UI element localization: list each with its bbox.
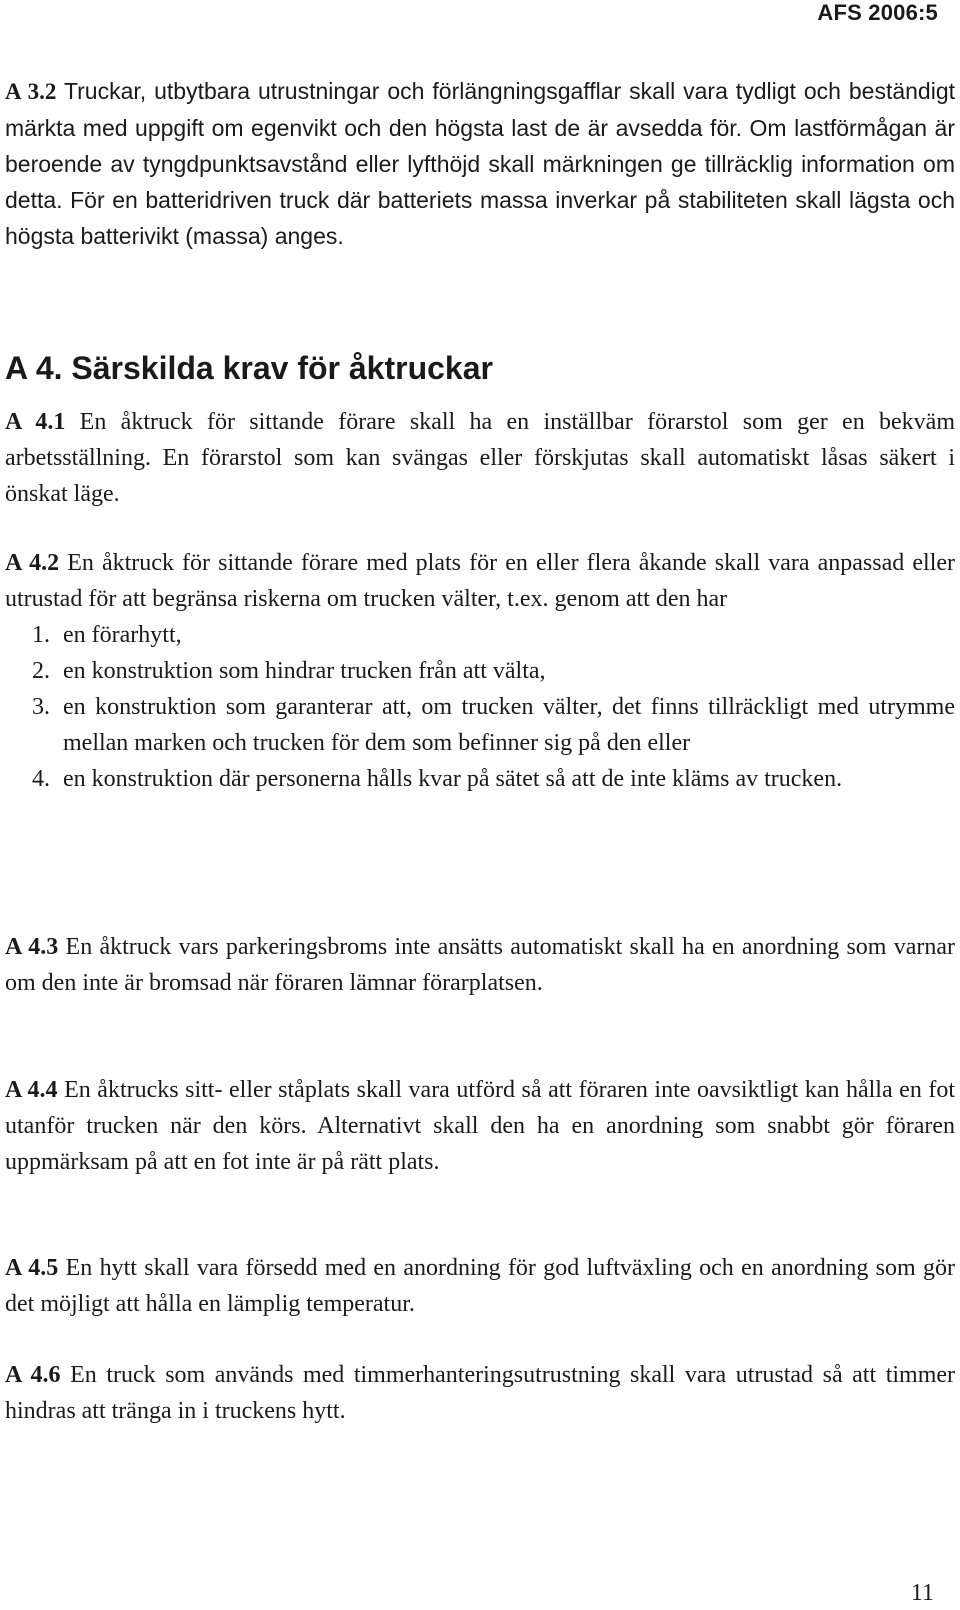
section-text: En åktruck för sittande förare skall ha en inställbar förarstol som ger en bekväm arbetsställning. En förarstol som kan svängas eller förskjutas skall automatiskt låsas säkert i önskat läge.: [5, 409, 955, 507]
section-text: En åktrucks sitt- eller ståplats skall vara utförd så att föraren inte oavsiktligt kan hålla en fot utanför trucken när den körs. Alternativt skall den ha en anordning som snabbt gör föraren uppmärksam på att en fot inte är på rätt plats.: [5, 1077, 956, 1175]
list-text: en förarhytt,: [63, 622, 182, 648]
section-heading: A 4. Särskilda krav för åktruckar: [5, 350, 493, 386]
list-number: 1.: [32, 622, 50, 648]
paragraph-a4-3: [5, 929, 955, 1001]
paragraph-a4-1: [5, 404, 955, 512]
list-text: en konstruktion där personerna hålls kvar på sätet så att de inte kläms av trucken.: [63, 766, 843, 792]
section-text: En åktruck vars parkeringsbroms inte ansätts automatiskt skall ha en anordning som varnar om den inte är bromsad när föraren lämnar förarplatsen.: [5, 934, 955, 996]
paragraph-a4-5: [5, 1250, 955, 1322]
paragraph-a4-2: [5, 545, 955, 797]
section-number: A 4.6: [5, 1362, 61, 1388]
section-text: En åktruck för sittande förare med plats för en eller flera åkande skall vara anpassad eller utrustad för att begränsa riskerna om trucken välter, t.ex. genom att den har: [5, 550, 956, 612]
numbered-list: [5, 617, 955, 797]
list-text: en konstruktion som hindrar trucken från att välta,: [63, 658, 546, 684]
list-item: [5, 653, 955, 689]
section-text: En truck som används med timmerhanteringsutrustning skall vara utrustad så att timmer hindras att tränga in i truckens hytt.: [5, 1362, 956, 1424]
section-text: En hytt skall vara försedd med en anordning för god luftväxling och en anordning som gör det möjligt att hålla en lämplig temperatur.: [5, 1255, 955, 1317]
paragraph-a3-2: [5, 73, 955, 254]
list-number: 2.: [32, 658, 50, 684]
page-number: 11: [910, 1580, 934, 1606]
paragraph-a4-6: [5, 1357, 955, 1429]
list-text: en konstruktion som garanterar att, om trucken välter, det finns tillräckligt med utrymme mellan marken och trucken för dem som befinner sig på den eller: [63, 694, 955, 756]
section-number: A 4.1: [5, 409, 66, 435]
section-number: A 4.3: [5, 934, 59, 960]
list-item: [5, 689, 955, 761]
section-number: A 4.5: [5, 1255, 59, 1281]
section-number: A 4.2: [5, 550, 60, 576]
paragraph-a4-4: [5, 1072, 955, 1180]
document-code: AFS 2006:5: [817, 0, 938, 25]
list-item: [5, 761, 955, 797]
section-text: Truckar, utbytbara utrustningar och förlängningsgafflar skall vara tydligt och beständigt märkta med uppgift om egenvikt och den högsta last de är avsedda för. Om lastförmågan är beroende av tyngdpunktsavstånd eller lyfthöjd skall märkningen ge tillräcklig information om detta. För en batteridriven truck där batteriets massa inverkar på stabiliteten skall lägsta och högsta batterivikt (massa) anges.: [5, 78, 956, 249]
list-number: 4.: [32, 766, 50, 792]
section-number: A 3.2: [5, 79, 57, 104]
section-number: A 4.4: [5, 1077, 58, 1103]
list-item: [5, 617, 955, 653]
list-number: 3.: [32, 694, 50, 720]
